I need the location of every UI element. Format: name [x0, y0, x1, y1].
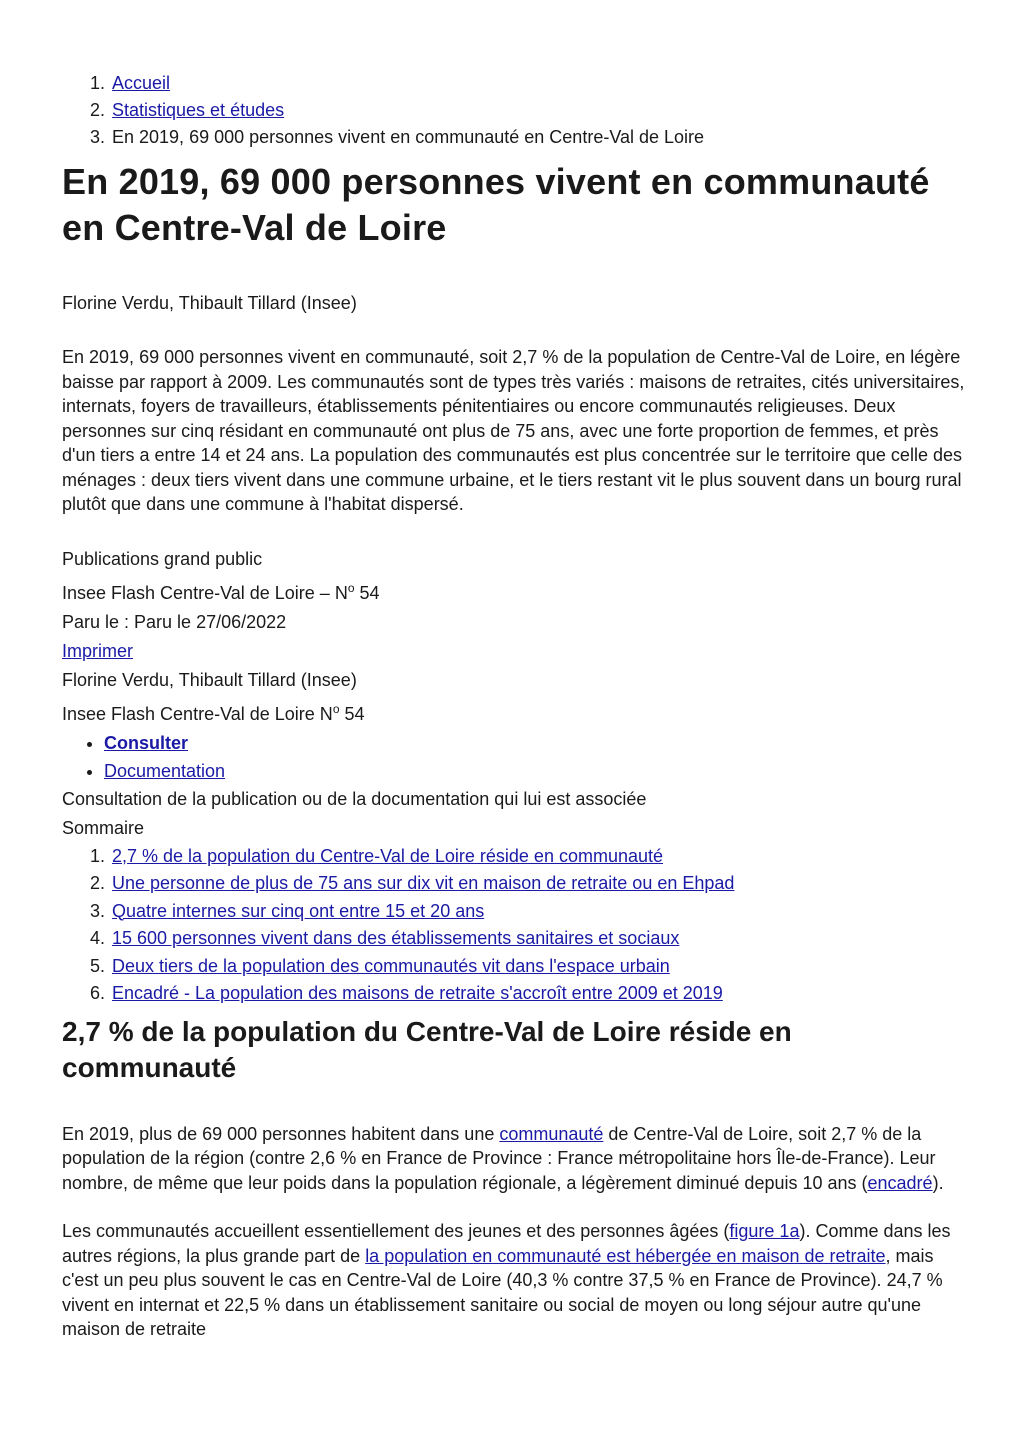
- publication-series-2: [62, 695, 964, 729]
- summary-item: [110, 898, 964, 926]
- authors: Florine Verdu, Thibault Tillard (Insee): [62, 293, 357, 313]
- series-number-sup-2: o: [332, 701, 340, 716]
- breadcrumb-item: [110, 70, 964, 97]
- section-heading: 2,7 % de la population du Centre-Val de Loire réside en communauté: [62, 1015, 792, 1083]
- paragraph-text: Les communautés accueillent essentiellement des jeunes et des personnes âgées (: [62, 1221, 730, 1241]
- summary-label: Sommaire: [62, 817, 145, 838]
- breadcrumb-item-current: [110, 124, 964, 151]
- summary-item: [110, 953, 964, 981]
- breadcrumb-item: [110, 97, 964, 124]
- summary-list: [62, 843, 964, 1008]
- print-link[interactable]: Imprimer: [62, 640, 133, 661]
- retirement-home-link[interactable]: la population en communauté est hébergée en maison de retraite: [365, 1245, 886, 1266]
- breadcrumb-current-label: En 2019, 69 000 personnes vivent en communauté en Centre-Val de Loire: [112, 127, 705, 147]
- summary-link[interactable]: Quatre internes sur cinq ont entre 15 et 20 ans: [112, 900, 485, 921]
- paragraph-text: , mais c'est un peu plus souvent le cas en Centre-Val de Loire (40,3 % contre 37,5 % en France de Province). 24,7 % vivent en internat et 22,5 % dans un établissement sanitaire ou social de moyen ou long séjour autre qu'une maison de retraite: [62, 1245, 943, 1339]
- summary-item: [110, 980, 964, 1008]
- summary-link[interactable]: 2,7 % de la population du Centre-Val de Loire réside en communauté: [112, 845, 664, 866]
- breadcrumb-link-statistics[interactable]: Statistiques et études: [112, 100, 285, 120]
- documentation-link[interactable]: Documentation: [104, 760, 226, 781]
- action-item: [104, 729, 964, 757]
- series-label-2: Insee Flash Centre-Val de Loire N: [62, 703, 333, 724]
- consultation-note: Consultation de la publication ou de la documentation qui lui est associée: [62, 788, 647, 809]
- paragraph-text: ). Comme dans les autres régions, la plus grande part de: [62, 1221, 951, 1266]
- section-paragraph: [62, 1122, 967, 1196]
- publication-category: Publications grand public: [62, 548, 263, 569]
- paragraph-text: ).: [932, 1172, 944, 1193]
- publication-actions: [62, 729, 964, 785]
- summary-link[interactable]: Une personne de plus de 75 ans sur dix vit en maison de retraite ou en Ehpad: [112, 873, 735, 893]
- summary-link[interactable]: Encadré - La population des maisons de retraite s'accroît entre 2009 et 2019: [112, 983, 723, 1003]
- publication-date: Paru le : Paru le 27/06/2022: [62, 611, 287, 632]
- page-title: En 2019, 69 000 personnes vivent en communauté en Centre-Val de Loire: [62, 161, 930, 248]
- series-label: Insee Flash Centre-Val de Loire – N: [62, 582, 348, 603]
- series-number-sup: o: [347, 580, 355, 595]
- breadcrumb-link-home[interactable]: Accueil: [112, 73, 171, 93]
- summary-item: [110, 870, 964, 898]
- summary-link[interactable]: 15 600 personnes vivent dans des établissements sanitaires et sociaux: [112, 928, 680, 948]
- section-paragraph: [62, 1219, 967, 1342]
- paragraph-text: de Centre-Val de Loire, soit 2,7 % de la population de la région (contre 2,6 % en France de Province : France métropolitaine hors Île-de-France). Leur nombre, de même que leur poids dans la population régionale, a légèrement diminué depuis 10 ans (: [62, 1123, 936, 1193]
- publication-meta: [62, 545, 964, 729]
- publication-authors: Florine Verdu, Thibault Tillard (Insee): [62, 669, 357, 690]
- summary-link[interactable]: Deux tiers de la population des communautés vit dans l'espace urbain: [112, 955, 670, 976]
- summary-item: [110, 925, 964, 953]
- encadre-link[interactable]: encadré: [867, 1172, 933, 1193]
- publication-series: [62, 574, 964, 608]
- series-number: 54: [354, 582, 380, 603]
- breadcrumb: [62, 70, 964, 151]
- series-number-2: 54: [339, 703, 365, 724]
- consult-link[interactable]: Consulter: [104, 732, 189, 753]
- communaute-definition-link[interactable]: communauté: [499, 1123, 604, 1144]
- action-item: [104, 757, 964, 785]
- summary-item: [110, 843, 964, 871]
- abstract: En 2019, 69 000 personnes vivent en communauté, soit 2,7 % de la population de Centre-Val de Loire, en légère baisse par rapport à 2009. Les communautés sont de types très variés : maisons de retraites, cités universitaires, internats, foyers de travailleurs, établissements pénitentiaires ou encore communautés religieuses. Deux personnes sur cinq résidant en communauté ont plus de 75 ans, avec une forte proportion de femmes, et près d'un tiers a entre 14 et 24 ans. La population des communautés est plus concentrée sur le territoire que celle des ménages : deux tiers vivent dans une commune urbaine, et le tiers restant vit le plus souvent dans un bourg rural plutôt que dans une commune à l'habitat dispersé.: [62, 347, 965, 514]
- figure-1a-link[interactable]: figure 1a: [729, 1221, 800, 1241]
- paragraph-text: En 2019, plus de 69 000 personnes habitent dans une: [62, 1123, 500, 1144]
